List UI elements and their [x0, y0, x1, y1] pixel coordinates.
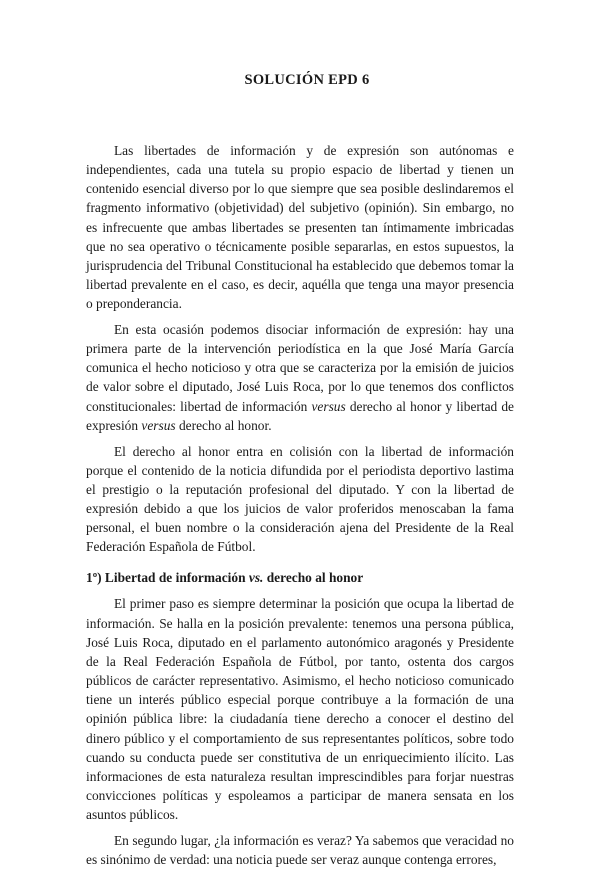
paragraph-intro-2	[86, 320, 514, 435]
section-heading-italic: vs.	[248, 570, 264, 586]
section-heading	[86, 570, 514, 586]
paragraph-intro-2-part3: derecho al honor.	[175, 417, 272, 433]
paragraph-intro-2-italic1: versus	[311, 398, 346, 414]
paragraph-intro-3: El derecho al honor entra en colisión con la libertad de información porque el contenido de la noticia difundida por el periodista deportivo lastima el prestigio o la reputación profesional del diputado. Y con la libertad de expresión debido a que los juicios de valor proferidos menoscaban la fama personal, el buen nombre o la consideración ajena del Presidente de la Real Federación Española de Fútbol.	[86, 443, 514, 555]
page-title: SOLUCIÓN EPD 6	[244, 72, 370, 88]
section-heading-part1: 1º) Libertad de información	[86, 570, 249, 586]
section-heading-part2: derecho al honor	[263, 570, 364, 586]
paragraph-intro-2-italic2: versus	[141, 417, 176, 433]
paragraph-section-1: El primer paso es siempre determinar la posición que ocupa la libertad de información. Se halla en la posición prevalente: tenemos una persona pública, José Luis Roca, diputado en el parlamento autonómico aragonés y Presidente de la Real Federación Española de Fútbol, por tanto, ostenta dos cargos públicos de carácter representativo. Asimismo, el hecho noticioso comunicado tiene un interés público especial porque contribuye a la formación de una opinión pública libre: la ciudadanía tiene derecho a conocer el destino del dinero público y el comportamiento de sus representantes políticos, sobre todo cuando su conducta puede ser constitutiva de un enriquecimiento ilícito. Las informaciones de esta naturaleza resultan imprescindibles para forjar nuestras convicciones políticas y espoleamos a participar de manera sensata en los asuntos públicos.	[86, 596, 514, 823]
paragraph-intro-1: Las libertades de información y de expresión son autónomas e independientes, cada una tutela su propio espacio de libertad y tienen un contenido esencial diverso por lo que siempre que sea posible deslindaremos el fragmento informativo (objetividad) del subjetivo (opinión). Sin embargo, no es infrecuente que ambas libertades se presenten tan íntimamente imbricadas que no sea operativo o técnicamente posible separarlas, en estos supuestos, la jurisprudencia del Tribunal Constitucional ha establecido que debemos tomar la libertad prevalente en el caso, es decir, aquélla que tenga una mayor presencia o preponderancia.	[86, 143, 514, 312]
paragraph-intro-2-part2: derecho al honor y libertad de expresión	[86, 398, 514, 433]
paragraph-intro-2-part1: En esta ocasión podemos disociar información de expresión: hay una primera parte de la intervención periodística en la que José María García comunica el hecho noticioso y otra que se caracteriza por la emisión de juicios de valor sobre el diputado, José Luis Roca, por lo que tenemos dos conflictos constitucionales: libertad de información	[86, 322, 514, 414]
paragraph-section-2: En segundo lugar, ¿la información es veraz? Ya sabemos que veracidad no es sinónimo de verdad: una noticia puede ser veraz aunque contenga errores,	[86, 832, 514, 868]
